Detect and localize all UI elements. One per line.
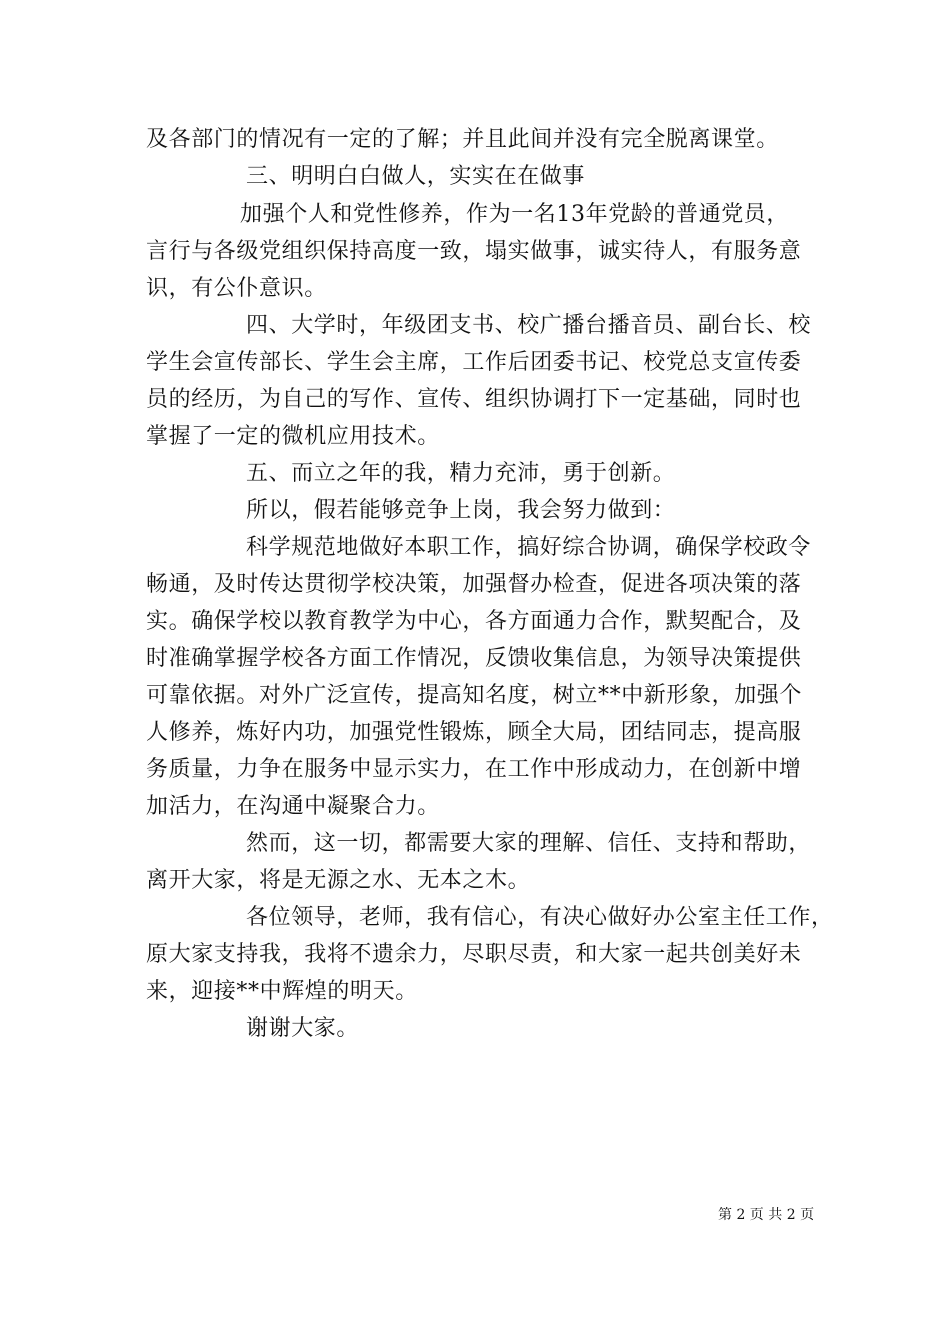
- text-line: 务质量，力争在服务中显示实力，在工作中形成动力，在创新中增: [146, 757, 802, 782]
- text-line: 原大家支持我，我将不遗余力，尽职尽责，和大家一起共创美好未: [146, 942, 802, 967]
- text-line: 来，迎接**中辉煌的明天。: [146, 979, 418, 1004]
- text-line: 加活力，在沟通中凝聚合力。: [146, 794, 440, 819]
- text-line: 识，有公仆意识。: [146, 276, 327, 301]
- text-line: 所以，假若能够竞争上岗，我会努力做到：: [246, 498, 676, 523]
- text-line: 言行与各级党组织保持高度一致，塌实做事，诚实待人，有服务意: [146, 239, 802, 264]
- text-line: 可靠依据。对外广泛宣传，提高知名度，树立**中新形象，加强个: [146, 683, 803, 708]
- text-line: 然而，这一切，都需要大家的理解、信任、支持和帮助，: [246, 831, 812, 856]
- text-line: 谢谢大家。: [246, 1016, 360, 1041]
- text-line: 人修养，炼好内功，加强党性锻炼，顾全大局，团结同志，提高服: [146, 720, 802, 745]
- text-line: 实。确保学校以教育教学为中心，各方面通力合作，默契配合，及: [146, 609, 802, 634]
- text-line: 五、而立之年的我，精力充沛，勇于创新。: [246, 461, 676, 486]
- text-line: 科学规范地做好本职工作，搞好综合协调，确保学校政令: [246, 535, 812, 560]
- text-line: 及各部门的情况有一定的了解；并且此间并没有完全脱离课堂。: [146, 127, 779, 152]
- text-line: 掌握了一定的微机应用技术。: [146, 424, 440, 449]
- text-line: 员的经历，为自己的写作、宣传、组织协调打下一定基础，同时也: [146, 387, 802, 412]
- text-line: 加强个人和党性修养，作为一名13年党龄的普通党员，: [240, 202, 789, 227]
- text-line: 各位领导，老师，我有信心，有决心做好办公室主任工作，: [246, 905, 834, 930]
- text-line: 离开大家，将是无源之水、无本之木。: [146, 868, 531, 893]
- text-line: 畅通，及时传达贯彻学校决策，加强督办检查，促进各项决策的落: [146, 572, 802, 597]
- text-line: 四、大学时，年级团支书、校广播台播音员、副台长、校: [246, 313, 812, 338]
- text-line: 学生会宣传部长、学生会主席，工作后团委书记、校党总支宣传委: [146, 350, 802, 375]
- text-line: 时准确掌握学校各方面工作情况，反馈收集信息，为领导决策提供: [146, 646, 802, 671]
- page-number: 第 2 页 共 2 页: [718, 1207, 815, 1223]
- section-heading: 三、明明白白做人，实实在在做事: [246, 164, 586, 189]
